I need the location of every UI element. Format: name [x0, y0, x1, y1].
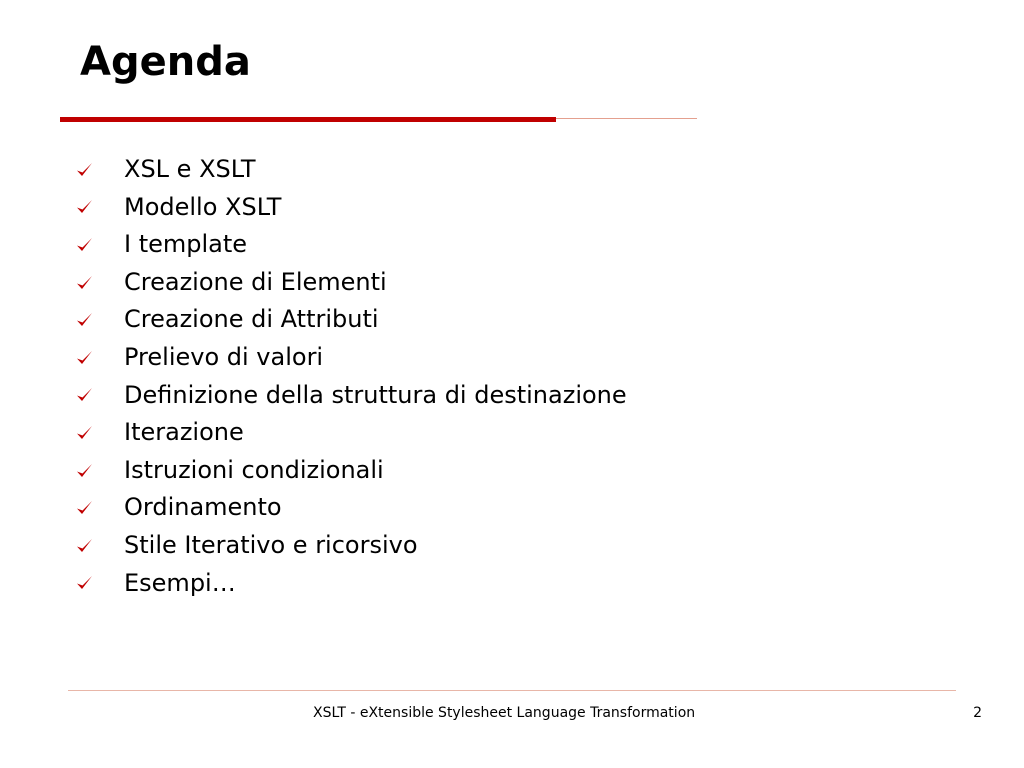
checkmark-icon — [74, 565, 98, 603]
checkmark-icon — [74, 527, 98, 565]
checkmark-icon — [74, 151, 98, 189]
agenda-item — [70, 489, 627, 527]
agenda-item-label: Creazione di Elementi — [124, 267, 387, 296]
agenda-item-label: Modello XSLT — [124, 192, 282, 221]
agenda-item-label: Esempi… — [124, 568, 236, 597]
agenda-item-label: Definizione della struttura di destinazione — [124, 380, 627, 409]
checkmark-icon — [74, 189, 98, 227]
agenda-item-label: I template — [124, 230, 248, 259]
title-underline-thin — [556, 118, 697, 119]
agenda-item — [70, 264, 627, 302]
agenda-item-label: Prelievo di valori — [124, 342, 324, 371]
agenda-item-label: Creazione di Attributi — [124, 305, 379, 334]
agenda-item — [70, 151, 627, 189]
title-underline-thick — [60, 117, 556, 122]
agenda-item — [70, 226, 627, 264]
agenda-item — [70, 377, 627, 415]
agenda-list — [70, 151, 627, 602]
agenda-item-label: XSL e XSLT — [124, 155, 256, 183]
agenda-item-label: Istruzioni condizionali — [124, 455, 384, 484]
checkmark-icon — [74, 339, 98, 377]
agenda-item-label: Iterazione — [124, 418, 244, 447]
slide-title: Agenda — [80, 39, 251, 85]
agenda-item — [70, 452, 627, 490]
agenda-item — [70, 301, 627, 339]
footer-title: XSLT - eXtensible Stylesheet Language Transformation — [313, 705, 696, 721]
checkmark-icon — [74, 414, 98, 452]
agenda-item — [70, 189, 627, 227]
checkmark-icon — [74, 264, 98, 302]
checkmark-icon — [74, 377, 98, 415]
footer-divider — [68, 690, 956, 691]
page-number: 2 — [973, 705, 982, 721]
checkmark-icon — [74, 452, 98, 490]
agenda-item — [70, 414, 627, 452]
checkmark-icon — [74, 489, 98, 527]
agenda-item — [70, 339, 627, 377]
agenda-item — [70, 565, 627, 603]
checkmark-icon — [74, 301, 98, 339]
agenda-item-label: Stile Iterativo e ricorsivo — [124, 530, 418, 559]
agenda-item-label: Ordinamento — [124, 493, 282, 522]
agenda-item — [70, 527, 627, 565]
checkmark-icon — [74, 226, 98, 264]
